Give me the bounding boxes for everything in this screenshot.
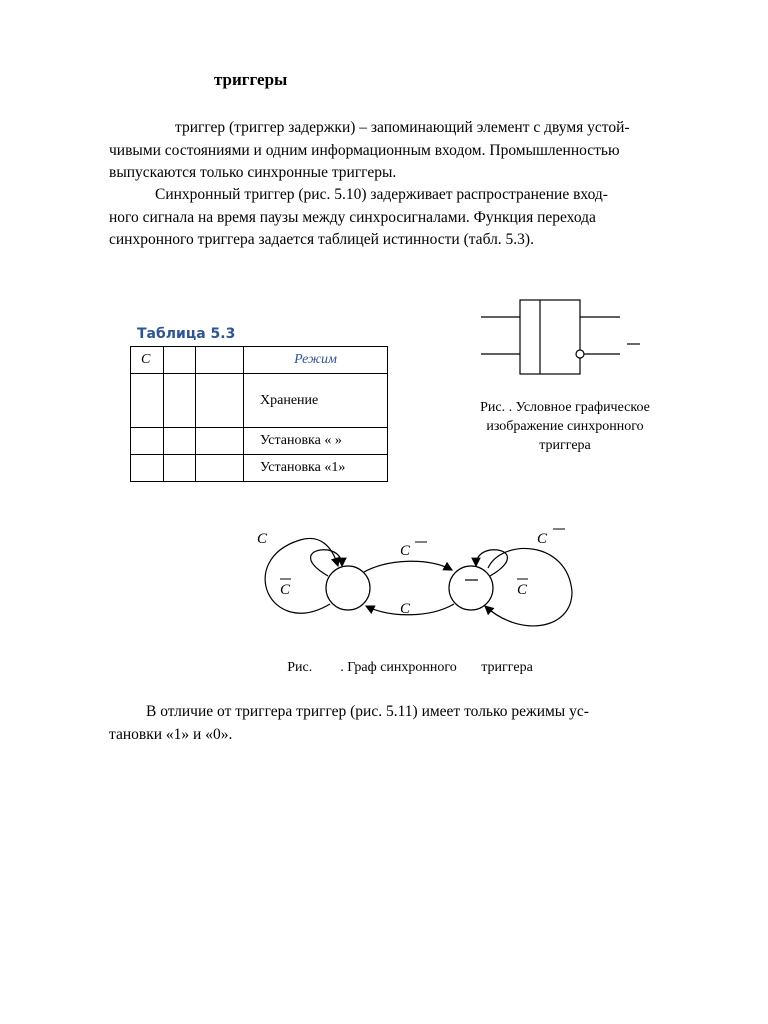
header-cell — [164, 347, 196, 374]
text-line: Синхронный триггер (рис. 5.10) задерживает распространение вход- — [155, 186, 608, 203]
table-cell — [196, 455, 244, 482]
table-cell — [164, 455, 196, 482]
label-c-top-right: C — [537, 531, 548, 547]
caption-line: изображение синхронного — [486, 419, 644, 434]
table-caption: Таблица 5.3 — [137, 326, 236, 342]
header-c: C — [131, 347, 164, 374]
mode-cell: Установка « » — [244, 428, 388, 455]
label-c-mid-top: C — [400, 543, 411, 559]
text-line: синхронного триггера задается таблицей истинности (табл. 5.3). — [109, 231, 534, 248]
paragraph-definition — [109, 117, 713, 185]
table-row — [131, 455, 388, 482]
text-line: тановки «1» и «0». — [109, 725, 233, 743]
table-row — [131, 428, 388, 455]
inversion-bubble — [576, 350, 584, 358]
label-c-mid-bottom: C — [400, 601, 411, 617]
figure-caption-symbol — [440, 398, 690, 455]
text-line: В отличие от триггера триггер (рис. 5.11) имеет только режимы ус- — [146, 703, 589, 720]
table-cell — [196, 428, 244, 455]
figure-caption-graph: Рис. . Граф синхронного триггера — [287, 660, 533, 675]
table-cell — [196, 374, 244, 428]
section-heading: триггеры — [214, 70, 288, 89]
state-node-0 — [326, 566, 370, 610]
header-mode: Режим — [244, 347, 388, 374]
state-node-1 — [449, 566, 493, 610]
text-line: чивыми состояниями и одним информационным входом. Промышленностью — [109, 141, 620, 159]
mode-cell: Установка «1» — [244, 455, 388, 482]
paragraph-sync-trigger — [109, 184, 713, 252]
table-cell — [131, 455, 164, 482]
table-row — [131, 374, 388, 428]
label-cbar-left: C — [280, 582, 291, 598]
self-loop-right-outer — [485, 548, 572, 625]
table-cell — [164, 428, 196, 455]
caption-line: Рис. . Условное графическое — [480, 400, 650, 415]
label-cbar-right: C — [517, 582, 528, 598]
edge-0-to-1 — [364, 561, 452, 572]
state-graph — [240, 520, 580, 650]
label-c-top-left: C — [257, 531, 268, 547]
text-line: триггер (триггер задержки) – запоминающий элемент с двумя устой- — [175, 119, 630, 136]
truth-table — [130, 346, 388, 482]
text-line: ного сигнала на время паузы между синхросигналами. Функция перехода — [109, 208, 596, 226]
trigger-symbol — [470, 290, 650, 380]
table-cell — [164, 374, 196, 428]
caption-line: триггера — [539, 438, 591, 453]
trigger-box — [520, 300, 580, 374]
mode-cell: Хранение — [244, 374, 388, 428]
text-line: выпускаются только синхронные триггеры. — [109, 164, 397, 181]
table-cell — [131, 428, 164, 455]
table-header-row — [131, 347, 388, 374]
header-cell — [196, 347, 244, 374]
paragraph-comparison — [109, 701, 713, 746]
table-cell — [131, 374, 164, 428]
